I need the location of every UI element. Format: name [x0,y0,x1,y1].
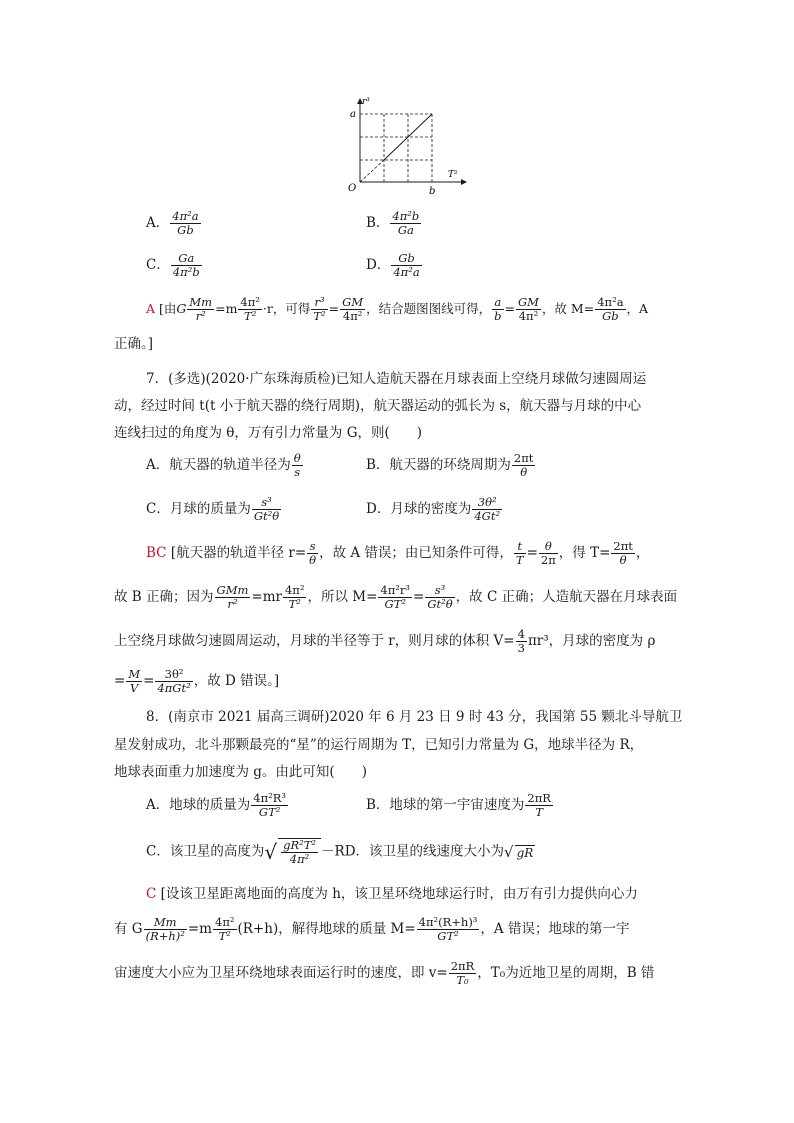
text: C．该卫星的高度为 [146,843,265,860]
q7-option-c [146,496,282,523]
denominator: Ga [397,223,414,237]
q8-stem-line1: 8．(南京市 2021 届高三调研)2020 年 6 月 23 日 9 时 43 分，我国第 55 颗北斗导航卫 [146,709,683,725]
q6-explanation [146,296,648,323]
denominator: 4πGt² [157,681,191,695]
numerator: 4π²(R+h)³ [418,915,478,929]
numerator: 2πt [613,539,633,553]
numerator: 4π²a [597,295,624,309]
fraction [252,496,281,523]
q8-stem-line2: 星发射成功，北斗那颗最亮的“星”的运行周期为 T，已知引力常量为 G，地球半径为 R， [114,737,644,753]
numerator: Mm [189,295,213,309]
numerator: a [492,296,503,310]
fraction [449,960,477,987]
denominator: GT² [437,929,459,943]
numerator: 2πR [450,959,475,973]
denominator: r² [195,309,206,323]
text: = [143,673,155,689]
fraction [283,584,307,611]
text: [由 [159,301,177,316]
text: [航天器的轨道半径 r= [170,545,307,561]
q6-option-b [366,210,422,237]
text: = [328,301,340,316]
text: ，得 T= [558,545,611,561]
numerator: θ [539,540,558,554]
numerator: 2πt [513,451,534,465]
denominator: T² [244,309,257,323]
text: = [413,589,425,605]
text: 上空绕月球做匀速圆周运动，月球的半径等于 r，则月球的体积 V= [114,633,515,649]
q7-explanation-line4 [114,668,279,695]
numerator: GMm [216,583,249,597]
fraction [391,252,421,279]
denominator: T₀ [456,973,469,987]
numerator: gR²T² [283,838,317,852]
denominator: 4π² [342,309,363,323]
text: ，故 C 正确；人造航天器在月球表面 [455,589,678,605]
fraction [595,296,625,323]
denominator: T² [218,929,231,943]
denominator: T [515,553,524,567]
fraction [390,210,421,237]
denominator: GT² [258,805,281,819]
answer-letter: A [146,301,156,316]
text: ，结合题图图线可得， [366,301,492,316]
denominator: θ [520,465,528,479]
fraction [170,210,200,237]
q7-stem-line1: 7．(多选)(2020·广东珠海质检)已知人造航天器在月球表面上空绕月球做匀速圆周运 [146,371,647,387]
denominator: Gt²θ [427,597,453,611]
numerator: Mm [144,916,187,930]
denominator: Gt²θ [253,509,280,523]
numerator: 4π² [284,583,305,597]
text: πr³，月球的密度为 ρ [527,633,656,649]
text: (R+h)，解得地球的质量 M= [237,921,416,937]
numerator: s³ [425,584,454,598]
r3-t2-graph [340,95,470,200]
q6-explanation-line2: 正确。] [114,336,154,352]
fraction [512,452,536,479]
text: C．月球的质量为 [146,501,251,517]
text: D．该卫星的线速度大小为 [344,843,505,860]
fraction [514,540,526,567]
numerator: 3θ² [472,496,502,510]
text: B．地球的第一宇宙速度为 [366,797,525,813]
fraction [213,916,237,943]
answer-letter: C [146,886,157,902]
text: =mr [251,589,282,605]
fraction [425,584,454,611]
denominator: (R+h)² [145,929,185,943]
text: =m [215,301,238,316]
q7-explanation-line3 [114,628,655,655]
fraction [472,496,502,523]
fraction [171,252,202,279]
fraction [307,540,318,567]
answer-letter: BC [146,545,167,561]
radical: gR [516,845,534,860]
denominator: b [494,309,502,323]
denominator: r² [227,597,238,611]
text: ，所以 M= [307,589,378,605]
radical [278,838,321,866]
text: 有 G [114,921,143,937]
fraction [516,628,527,655]
denominator: 2π [540,553,556,567]
fraction [516,296,541,323]
q6-option-d [366,252,423,279]
numerator: M [128,667,141,681]
fraction [251,792,288,819]
text: ，T₀为近地卫星的周期，B 错 [477,965,655,981]
q7-stem-line2: 动，经过时间 t(t 小于航天器的绕行周期)，航天器运动的弧长为 s，航天器与月球的中心 [114,398,642,414]
denominator: 4π²a [393,265,420,279]
q7-option-d [366,496,503,523]
text: 宙速度大小应为卫星环绕地球表面运行时的速度，即 v= [114,965,448,981]
option-label: B． [366,215,390,231]
q7-option-a [146,452,304,479]
denominator: 4Gt² [474,509,501,523]
denominator: Gb [602,309,619,323]
text: = [114,673,126,689]
numerator: 4π² [240,295,260,309]
numerator: 4 [517,627,525,641]
fraction [311,296,327,323]
text: B．航天器的环绕周期为 [366,457,511,473]
q8-explanation-line2 [114,916,629,943]
text: [设该卫星距离地面的高度为 h，该卫星环绕地球运行时，由万有引力提供向心力 [160,886,638,902]
q8-stem-line3: 地球表面重力加速度为 g。由此可知( ) [114,764,367,780]
denominator: GT² [384,597,406,611]
y-axis-label: r³ [362,97,370,107]
fraction [525,792,553,819]
q8-option-b [366,792,554,819]
denominator: Gb [177,223,194,237]
q8-explanation-line3 [114,960,654,987]
text: A．航天器的轨道半径为 [146,457,291,473]
q6-option-c [146,252,203,279]
option-label: A． [146,215,170,231]
fraction [340,296,365,323]
option-label: D． [366,257,391,273]
denominator: 3 [517,641,525,655]
text: ，A [626,301,649,316]
fraction [126,668,142,695]
numerator: t [514,540,526,554]
numerator: 4π²a [172,209,199,223]
numerator: 4π² [215,915,235,929]
sqrt-icon: √ [504,843,514,861]
numerator: s [307,540,318,554]
q8-option-a [146,792,289,819]
denominator: θ [619,553,627,567]
text: G [176,301,187,316]
denominator: θ [309,553,317,567]
numerator: 3θ² [155,668,192,682]
fraction [238,296,262,323]
y-tick-label: a [350,109,356,120]
option-label: C． [146,257,170,273]
denominator: s [294,465,301,479]
fraction [215,584,251,611]
text: A．地球的质量为 [146,797,251,813]
denominator: T² [288,597,301,611]
q7-explanation-line1 [146,540,649,567]
q6-option-a [146,210,202,237]
denominator: T [535,805,544,819]
numerator: θ [293,451,301,465]
text: 故 B 正确；因为 [114,589,214,605]
fraction [611,540,635,567]
text: ，故 M= [541,301,595,316]
text: ， [635,545,650,561]
fraction [492,296,503,323]
q7-option-b [366,452,536,479]
text: ，故 D 错误。] [193,673,280,689]
fraction [292,452,303,479]
fraction [539,540,558,567]
numerator: 4π²b [392,209,420,223]
text: ，故 A 错误；由已知条件可得， [319,545,513,561]
denominator: 4π²b [172,265,200,279]
text: ，A 错误；地球的第一宇 [480,921,630,937]
fraction [144,916,187,943]
numerator: 4π²R³ [253,791,287,805]
numerator: 4π²r³ [380,583,410,597]
text: = [526,545,538,561]
q8-explanation-line1 [146,882,638,902]
origin-label: O [348,183,357,194]
numerator: GM [517,295,539,309]
denominator: T² [313,309,326,323]
denominator: V [130,681,139,695]
fraction [281,839,318,866]
text: = [504,301,515,316]
text: －R [321,843,345,860]
numerator: Ga [171,252,202,266]
numerator: s³ [252,496,281,510]
q7-stem-line3: 连线扫过的角度为 θ，万有引力常量为 G，则( ) [114,425,423,441]
text: D．月球的密度为 [366,501,472,517]
sqrt-icon: √ [264,840,278,864]
text: ·r，可得 [262,301,311,316]
fraction [155,668,192,695]
numerator: GM [342,295,364,309]
numerator: 2πR [527,791,551,805]
x-tick-label: b [429,186,436,197]
text: =m [187,921,212,937]
denominator: 4π² [518,309,539,323]
numerator: r³ [311,296,327,310]
fraction [378,584,412,611]
fraction [417,916,480,943]
denominator: 4π² [289,852,310,866]
x-axis-label: T² [448,170,458,180]
fraction [187,296,214,323]
numerator: Gb [391,252,421,266]
q8-option-c-d [146,838,535,866]
q7-explanation-line2 [114,584,677,611]
